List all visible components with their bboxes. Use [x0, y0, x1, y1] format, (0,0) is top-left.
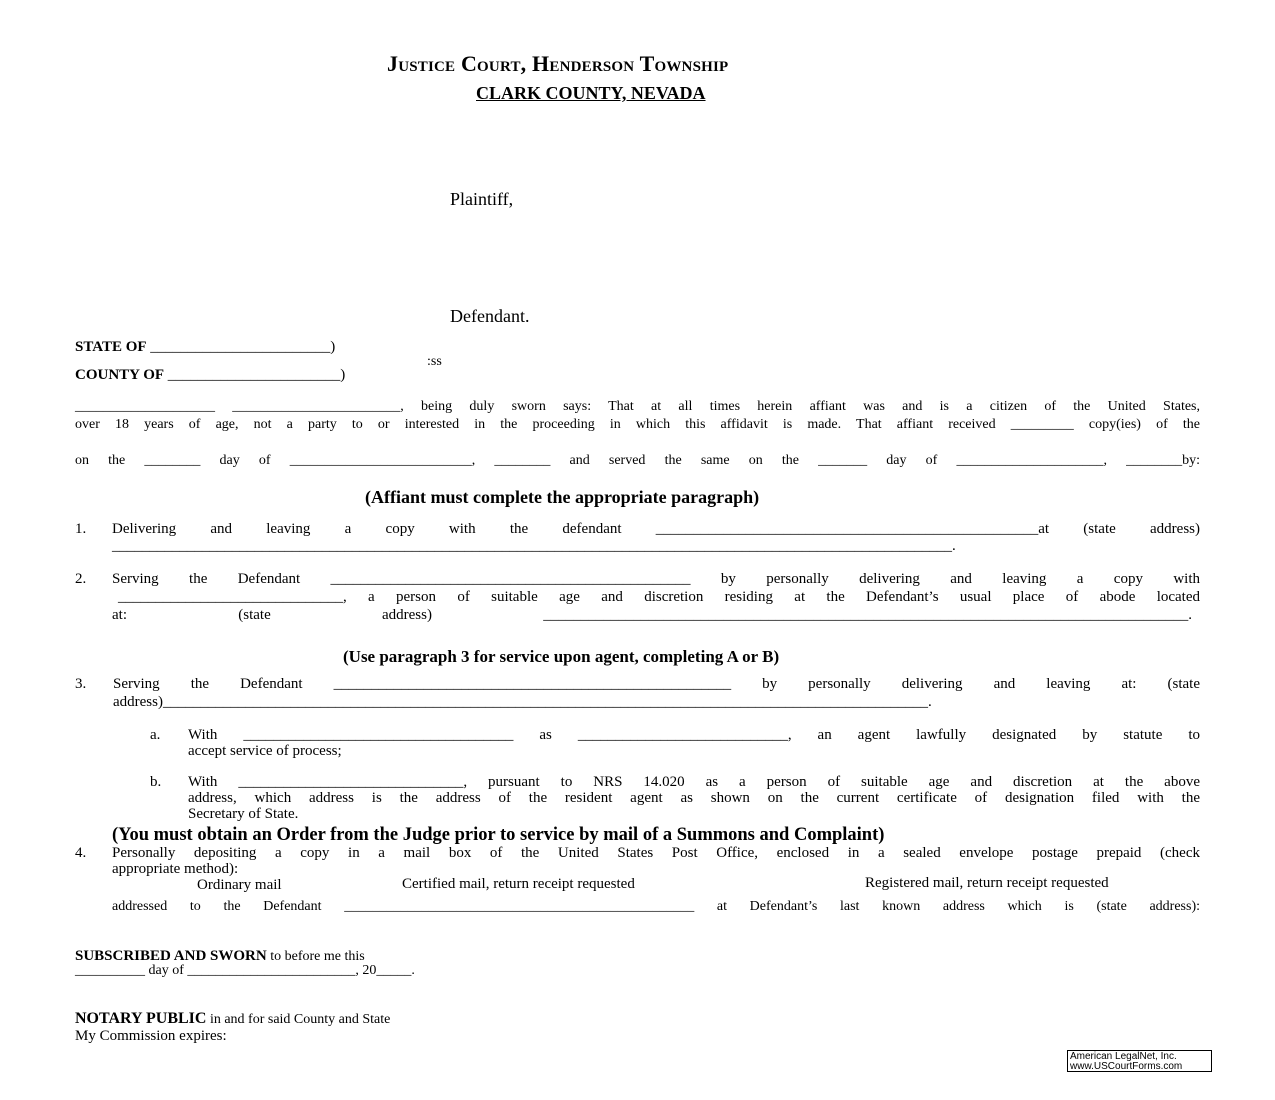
paragraph-3b-line-3: Secretary of State.	[188, 806, 299, 822]
county-subtitle: CLARK COUNTY, NEVADA	[476, 83, 706, 103]
subscribed-sworn-rest: to before me this	[266, 949, 365, 964]
county-of-line	[75, 367, 345, 384]
certified-mail-option[interactable]: Certified mail, return receipt requested	[402, 876, 635, 892]
instruction-complete-paragraph: (Affiant must complete the appropriate paragraph)	[365, 487, 760, 507]
intro-line-3[interactable]: on the ________ day of __________________________, ________ and served the same on the _______ day of _____________________, ________by:	[75, 453, 1200, 468]
jurat-date-line[interactable]: __________ day of ________________________, 20_____.	[75, 963, 415, 978]
paragraph-3a-line-1[interactable]: With ____________________________________ as ____________________________, an agent lawfully designated by statute to	[188, 727, 1200, 743]
paragraph-4-line-1: Personally depositing a copy in a mail box of the United States Post Office, enclosed in a sealed envelope postage prepaid (check	[112, 845, 1200, 861]
paragraph-1-number: 1.	[75, 521, 87, 537]
county-of-blank[interactable]: _______________________)	[167, 367, 346, 383]
intro-line-1[interactable]: ____________________ ________________________, being duly sworn says: That at all times herein affiant was and is a citizen of the United States,	[75, 399, 1200, 414]
paragraph-3-number: 3.	[75, 676, 87, 692]
paragraph-3b-line-1[interactable]: With ______________________________, pursuant to NRS 14.020 as a person of suitable age and discretion at the above	[188, 774, 1200, 790]
instruction-order-from-judge: (You must obtain an Order from the Judge prior to service by mail of a Summons and Complaint)	[112, 825, 885, 845]
paragraph-2-line-2[interactable]: ______________________________, a person of suitable age and discretion residing at the Defendant’s usual place of abode located	[118, 589, 1200, 605]
ss-label: :ss	[427, 354, 442, 369]
paragraph-1-line-1[interactable]: Delivering and leaving a copy with the defendant ___________________________________________________at (state address)	[112, 521, 1200, 537]
paragraph-3-line-2[interactable]: address)______________________________________________________________________________________________________.	[113, 694, 932, 710]
subscribed-sworn-label: SUBSCRIBED AND SWORN	[75, 948, 267, 964]
paragraph-3b-line-2: address, which address is the address of the resident agent as shown on the current certificate of designation filed with the	[188, 790, 1200, 806]
defendant-label: Defendant.	[450, 306, 530, 326]
registered-mail-option[interactable]: Registered mail, return receipt requested	[865, 875, 1109, 891]
notary-public-rest: in and for said County and State	[206, 1012, 391, 1027]
notary-public-line	[75, 1010, 390, 1028]
paragraph-2-number: 2.	[75, 571, 87, 587]
commission-expires: My Commission expires:	[75, 1028, 227, 1044]
court-title: Justice Court, Henderson Township	[387, 51, 729, 76]
state-of-blank[interactable]: ________________________)	[150, 339, 336, 355]
paragraph-3a-line-2: accept service of process;	[188, 743, 342, 759]
paragraph-4-line-2: appropriate method):	[112, 861, 239, 877]
intro-line-2[interactable]: over 18 years of age, not a party to or interested in the proceeding in which this affidavit is made. That affiant received _________ copy(ies) of the	[75, 417, 1200, 432]
paragraph-4-number: 4.	[75, 845, 87, 861]
paragraph-2-line-3[interactable]: at: (state address) ______________________________________________________________________________________.	[112, 607, 1192, 623]
county-of-label: COUNTY OF	[75, 367, 165, 383]
publisher-url: www.USCourtForms.com	[1070, 1061, 1183, 1072]
instruction-paragraph-3: (Use paragraph 3 for service upon agent, completing A or B)	[343, 647, 780, 666]
publisher-name: American LegalNet, Inc.	[1070, 1051, 1177, 1062]
paragraph-2-line-1[interactable]: Serving the Defendant ________________________________________________ by personally delivering and leaving a copy with	[112, 571, 1200, 587]
publisher-stamp	[1067, 1050, 1212, 1072]
state-of-line	[75, 339, 335, 356]
paragraph-3b-letter: b.	[150, 774, 162, 790]
ordinary-mail-option[interactable]: Ordinary mail	[197, 877, 282, 893]
plaintiff-label: Plaintiff,	[450, 189, 514, 209]
paragraph-1-line-2[interactable]: ________________________________________________________________________________________________________________.	[112, 538, 956, 554]
paragraph-3-line-1[interactable]: Serving the Defendant _____________________________________________________ by personally delivering and leaving at: (state	[113, 676, 1200, 692]
paragraph-3a-letter: a.	[150, 727, 161, 743]
paragraph-4-line-4[interactable]: addressed to the Defendant __________________________________________________ at Defendant’s last known address which is (state address):	[112, 899, 1200, 914]
notary-public-label: NOTARY PUBLIC	[75, 1010, 207, 1027]
state-of-label: STATE OF	[75, 339, 147, 355]
